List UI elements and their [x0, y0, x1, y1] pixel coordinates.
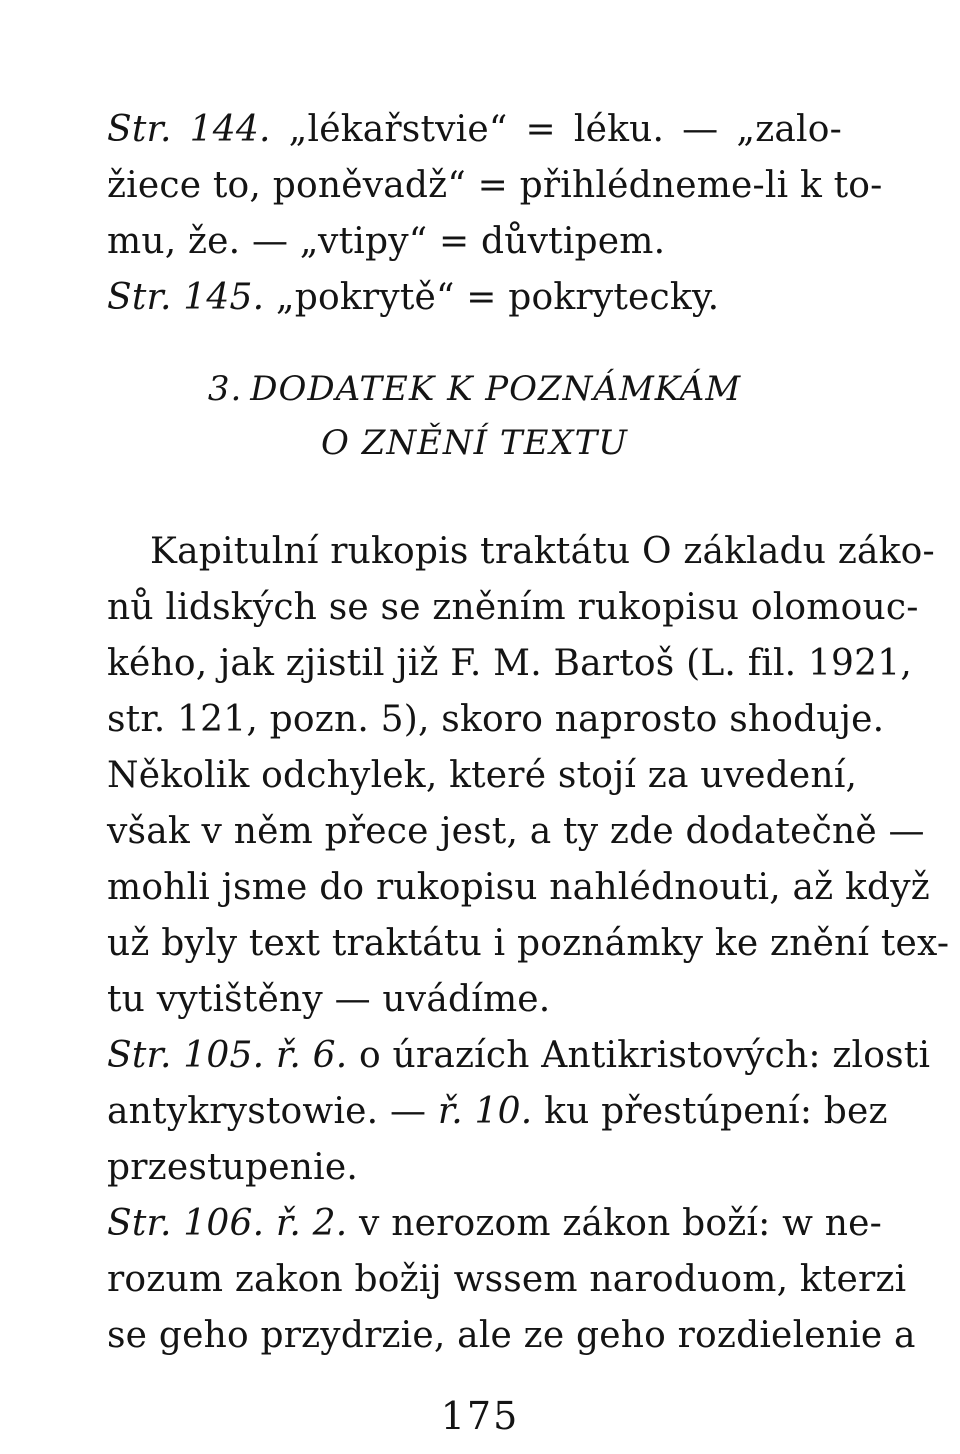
- note-line-6: [107, 1084, 888, 1140]
- paragraph-line: mohli jsme do rukopisu nahlédnouti, až když: [107, 867, 930, 908]
- section-heading-line-1: [107, 362, 842, 416]
- note-ref: ř. 10.: [437, 1091, 533, 1132]
- note-ref: Str. 105. ř. 6.: [107, 1035, 348, 1076]
- note-line-7: [107, 1140, 842, 1196]
- note-ref: Str. 144.: [107, 109, 271, 150]
- note-line-3: [107, 214, 842, 270]
- paragraph-line: nů lidských se se zněním rukopisu olomouc-: [107, 587, 919, 628]
- note-text: se geho przydrzie, ale ze geho rozdielenie a: [107, 1315, 916, 1356]
- note-ref: Str. 106. ř. 2.: [107, 1203, 348, 1244]
- note-line-10: [107, 1308, 916, 1364]
- note-line-5: [107, 1028, 931, 1084]
- section-number: 3.: [207, 369, 243, 409]
- note-text: o úrazích Antikristových: zlosti: [359, 1035, 931, 1076]
- note-line-2: [107, 158, 883, 214]
- note-text: žiece to, poněvadž“ = přihlédneme-li k to-: [107, 165, 883, 206]
- note-text: „pokrytě“ = pokrytecky.: [275, 277, 720, 318]
- section-title-line-2: O ZNĚNÍ TEXTU: [321, 423, 628, 463]
- paragraph-line: už byly text traktátu i poznámky ke znění tex-: [107, 923, 950, 964]
- paragraph-line: Několik odchylek, které stojí za uvedení,: [107, 755, 858, 796]
- section-title-line-1: DODATEK K POZNÁMKÁM: [250, 369, 742, 409]
- section-heading-line-2: [107, 416, 842, 470]
- paragraph-line: str. 121, pozn. 5), skoro naprosto shoduje.: [107, 699, 885, 740]
- note-line-9: [107, 1252, 907, 1308]
- note-line-8: [107, 1196, 883, 1252]
- paragraph-line: tu vytištěny — uvádíme.: [107, 979, 551, 1020]
- note-text: „lékařstvie“ = léku. — „zalo-: [288, 109, 842, 150]
- paragraph-line: však v něm přece jest, a ty zde dodatečně —: [107, 811, 925, 852]
- paragraph-line: Kapitulní rukopis traktátu O základu záko-: [150, 531, 935, 572]
- note-text: mu, že. — „vtipy“ = důvtipem.: [107, 221, 666, 262]
- note-text: antykrystowie. —: [107, 1091, 427, 1132]
- note-text: ku přestúpení: bez: [544, 1091, 888, 1132]
- page-number: 175: [440, 1394, 520, 1438]
- note-text: rozum zakon božij wssem naroduom, kterzi: [107, 1259, 907, 1300]
- note-text: v nerozom zákon boží: w ne-: [359, 1203, 883, 1244]
- note-line-4: [107, 270, 842, 326]
- note-ref: Str. 145.: [107, 277, 265, 318]
- paragraph-line: kého, jak zjistil již F. M. Bartoš (L. fil. 1921,: [107, 643, 913, 684]
- note-text: przestupenie.: [107, 1147, 359, 1188]
- note-line-1: [107, 102, 842, 158]
